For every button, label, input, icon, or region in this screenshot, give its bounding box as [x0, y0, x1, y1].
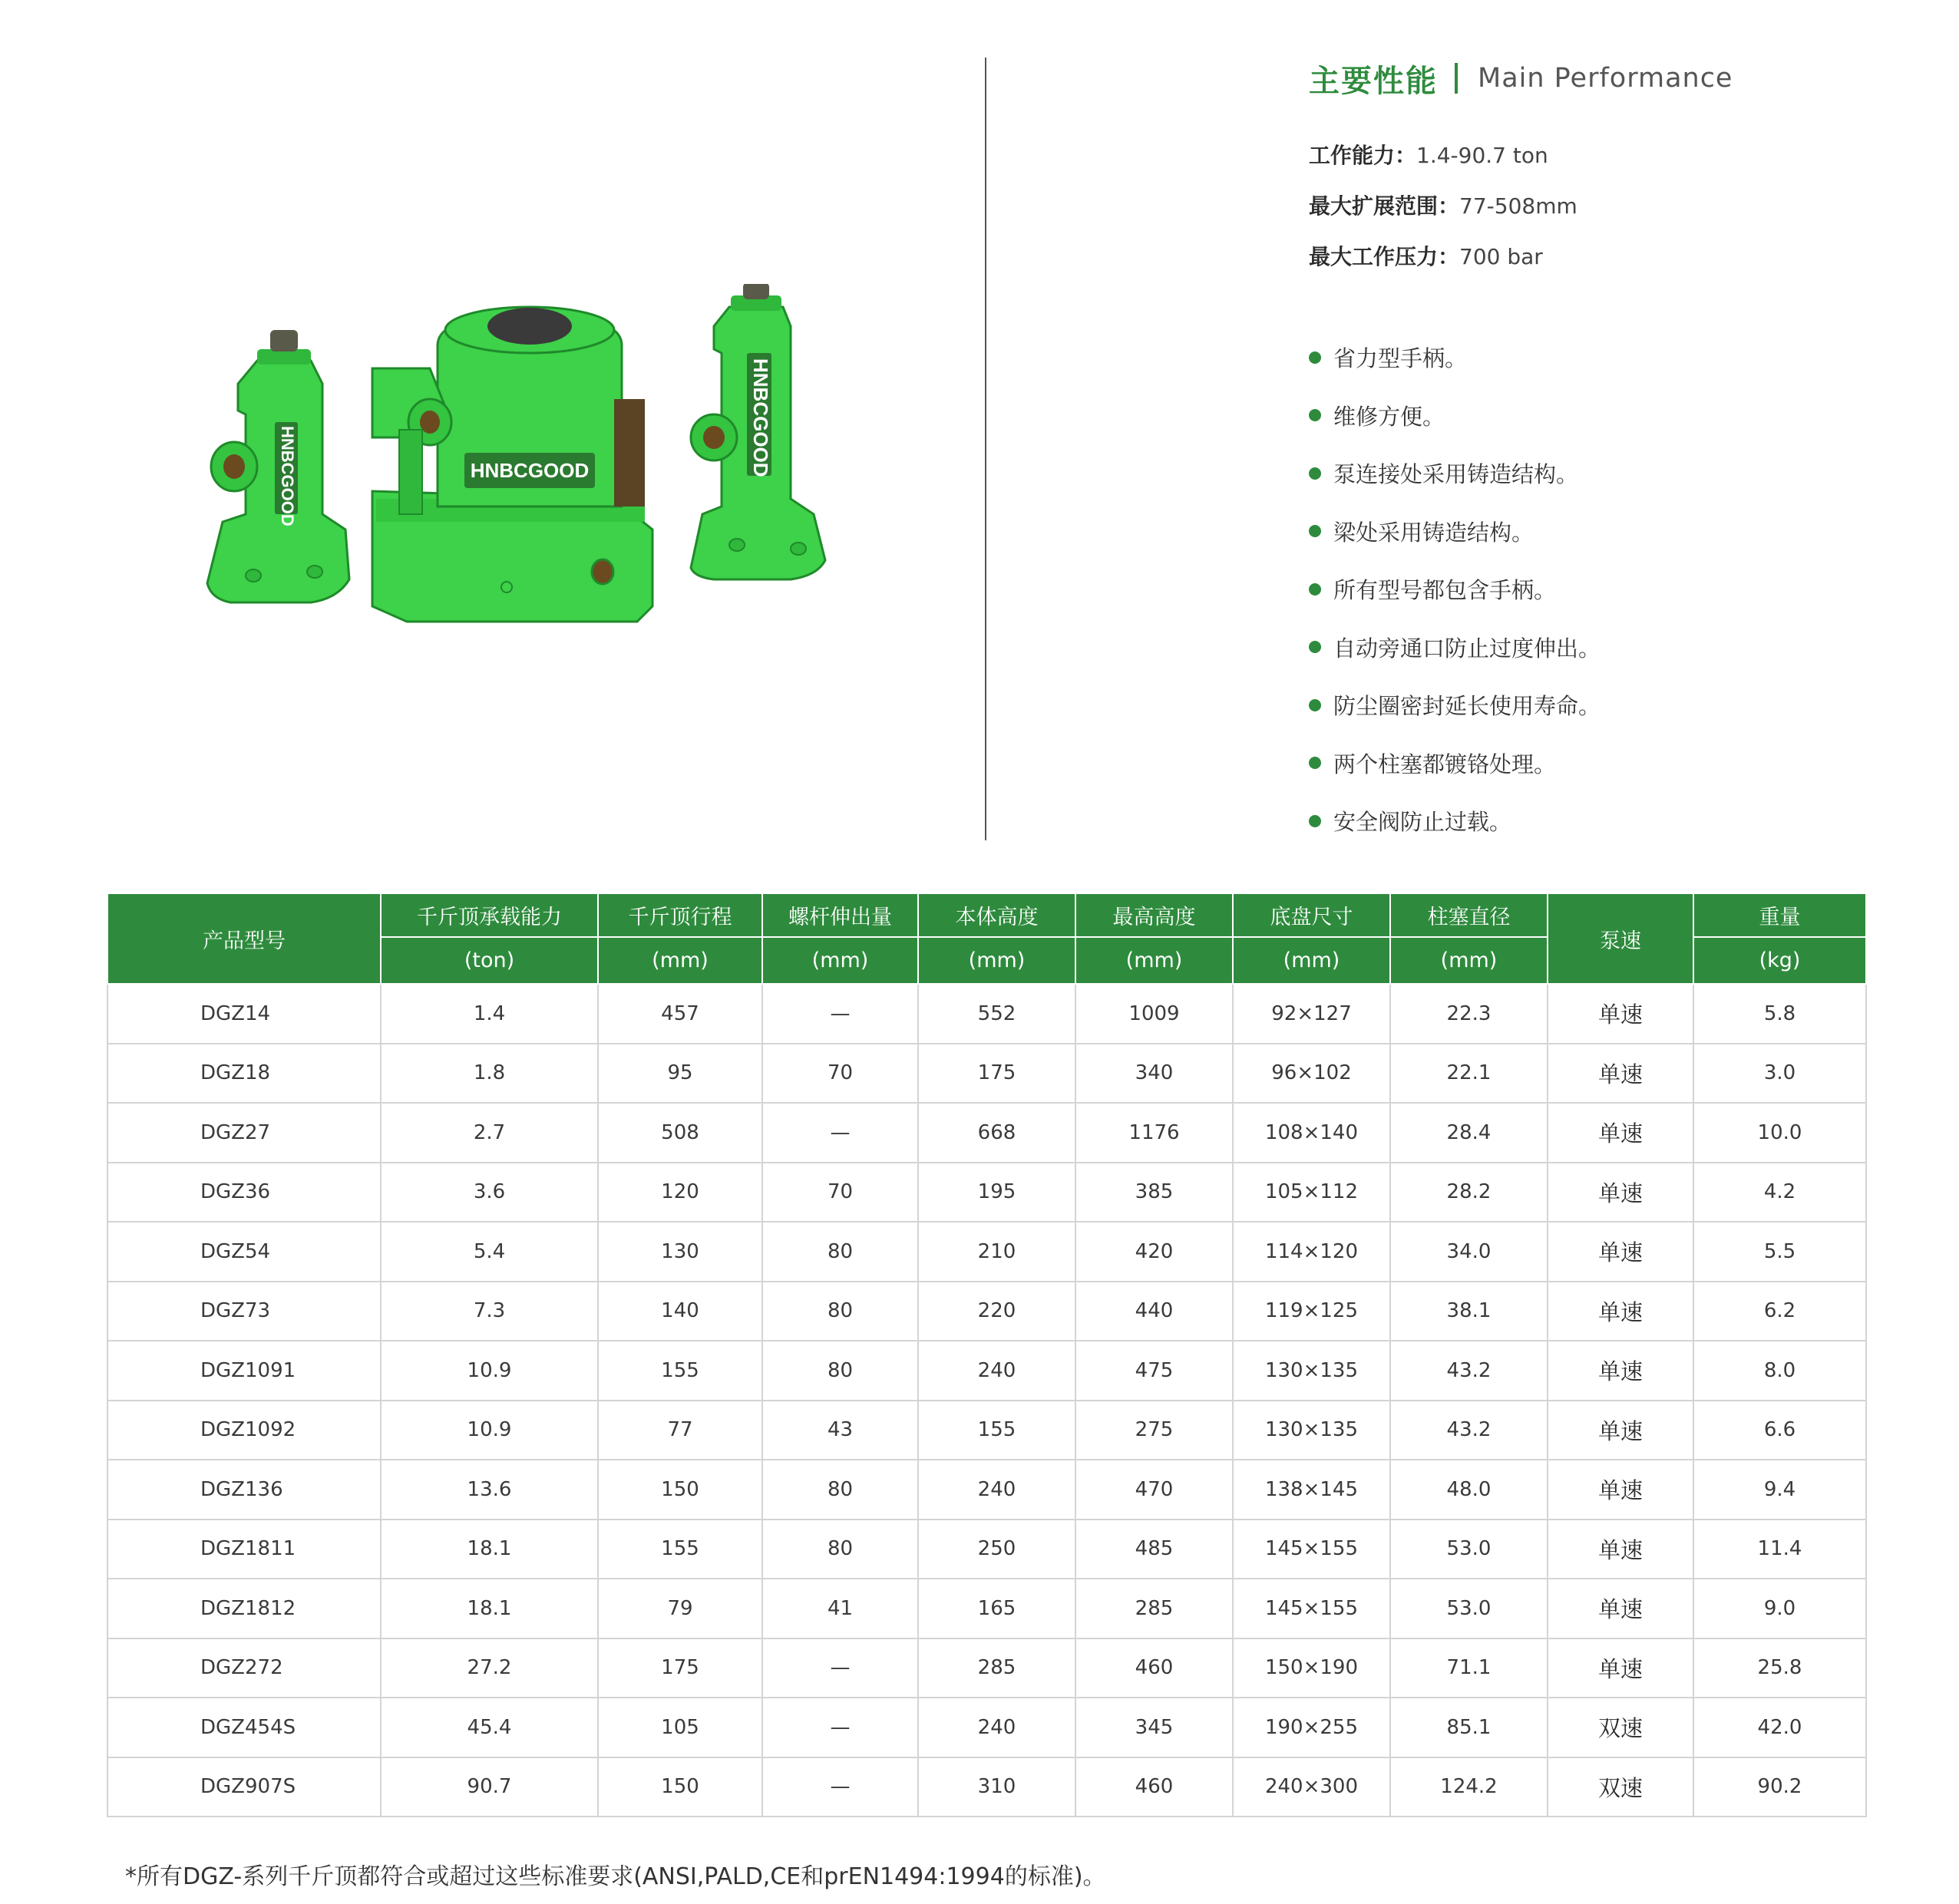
cell-stroke: 95 — [598, 1044, 762, 1104]
tall-bottle-jack — [691, 284, 825, 579]
cell-pump-speed: 双速 — [1548, 1698, 1693, 1757]
cell-capacity: 90.7 — [381, 1757, 598, 1817]
cell-max-height: 440 — [1075, 1282, 1233, 1341]
bullet-icon — [1309, 525, 1321, 537]
cell-weight: 9.0 — [1693, 1579, 1866, 1638]
cell-capacity: 1.4 — [381, 984, 598, 1044]
feature-item — [1309, 792, 1923, 850]
cell-base-size: 130×135 — [1233, 1401, 1390, 1460]
cell-screw-extension: 80 — [762, 1222, 918, 1282]
feature-text: 防尘圈密封延长使用寿命。 — [1333, 693, 1601, 720]
table-row — [107, 1698, 1866, 1757]
cell-weight: 6.2 — [1693, 1282, 1866, 1341]
cell-screw-extension: — — [762, 984, 918, 1044]
unit-capacity: (ton) — [381, 937, 598, 984]
cell-max-height: 275 — [1075, 1401, 1233, 1460]
feature-text: 泵连接处采用铸造结构。 — [1333, 461, 1579, 488]
cell-plunger-diameter: 38.1 — [1390, 1282, 1548, 1341]
spec-label: 最大工作压力： — [1309, 244, 1460, 269]
unit-max-height: (mm) — [1075, 937, 1233, 984]
cell-plunger-diameter: 124.2 — [1390, 1757, 1548, 1817]
cell-stroke: 120 — [598, 1163, 762, 1223]
cell-pump-speed: 单速 — [1548, 1163, 1693, 1223]
cell-body-height: 165 — [918, 1579, 1075, 1638]
cell-screw-extension: 80 — [762, 1460, 918, 1520]
cell-capacity: 45.4 — [381, 1698, 598, 1757]
cell-pump-speed: 单速 — [1548, 1044, 1693, 1104]
cell-screw-extension: 80 — [762, 1282, 918, 1341]
cell-screw-extension: 43 — [762, 1401, 918, 1460]
cell-max-height: 345 — [1075, 1698, 1233, 1757]
cell-stroke: 155 — [598, 1520, 762, 1579]
cell-plunger-diameter: 22.1 — [1390, 1044, 1548, 1104]
cell-body-height: 220 — [918, 1282, 1075, 1341]
cell-max-height: 1009 — [1075, 984, 1233, 1044]
cell-body-height: 240 — [918, 1698, 1075, 1757]
cell-weight: 6.6 — [1693, 1401, 1866, 1460]
feature-text: 自动旁通口防止过度伸出。 — [1333, 635, 1601, 662]
cell-max-height: 460 — [1075, 1757, 1233, 1817]
cell-plunger-diameter: 71.1 — [1390, 1638, 1548, 1698]
cell-max-height: 340 — [1075, 1044, 1233, 1104]
cell-plunger-diameter: 28.4 — [1390, 1103, 1548, 1163]
cell-weight: 11.4 — [1693, 1520, 1866, 1579]
cell-pump-speed: 单速 — [1548, 1638, 1693, 1698]
cell-pump-speed: 单速 — [1548, 1282, 1693, 1341]
cell-base-size: 145×155 — [1233, 1579, 1390, 1638]
section-title — [1309, 54, 1923, 103]
feature-text: 所有型号都包含手柄。 — [1333, 577, 1557, 604]
cell-max-height: 460 — [1075, 1638, 1233, 1698]
cell-weight: 25.8 — [1693, 1638, 1866, 1698]
unit-stroke: (mm) — [598, 937, 762, 984]
table-row — [107, 1638, 1866, 1698]
cell-max-height: 285 — [1075, 1579, 1233, 1638]
feature-item — [1309, 734, 1923, 793]
cell-screw-extension: 70 — [762, 1044, 918, 1104]
cell-max-height: 1176 — [1075, 1103, 1233, 1163]
table-row — [107, 1282, 1866, 1341]
brand-logo-text: HNBCGOOD — [749, 358, 772, 477]
small-bottle-jack — [207, 330, 349, 602]
cell-base-size: 130×135 — [1233, 1341, 1390, 1401]
cell-base-size: 105×112 — [1233, 1163, 1390, 1223]
table-row — [107, 984, 1866, 1044]
feature-list — [1309, 328, 1923, 850]
cell-plunger-diameter: 48.0 — [1390, 1460, 1548, 1520]
cell-plunger-diameter: 85.1 — [1390, 1698, 1548, 1757]
cell-body-height: 310 — [918, 1757, 1075, 1817]
cell-body-height: 175 — [918, 1044, 1075, 1104]
cell-plunger-diameter: 53.0 — [1390, 1520, 1548, 1579]
cell-model: DGZ1092 — [107, 1401, 381, 1460]
cell-max-height: 485 — [1075, 1520, 1233, 1579]
cell-stroke: 457 — [598, 984, 762, 1044]
cell-plunger-diameter: 53.0 — [1390, 1579, 1548, 1638]
cell-base-size: 145×155 — [1233, 1520, 1390, 1579]
cell-capacity: 18.1 — [381, 1579, 598, 1638]
table-row — [107, 1401, 1866, 1460]
cell-model: DGZ54 — [107, 1222, 381, 1282]
specification-table — [107, 893, 1867, 1817]
bullet-icon — [1309, 409, 1321, 421]
cell-model: DGZ1091 — [107, 1341, 381, 1401]
feature-text: 省力型手柄。 — [1333, 345, 1468, 372]
cell-stroke: 105 — [598, 1698, 762, 1757]
table-row — [107, 1163, 1866, 1223]
cell-capacity: 2.7 — [381, 1103, 598, 1163]
cell-max-height: 385 — [1075, 1163, 1233, 1223]
column-header-base-size: 底盘尺寸 — [1233, 893, 1390, 937]
column-header-weight: 重量 — [1693, 893, 1866, 937]
cell-pump-speed: 单速 — [1548, 1103, 1693, 1163]
cell-base-size: 114×120 — [1233, 1222, 1390, 1282]
feature-text: 两个柱塞都镀铬处理。 — [1333, 751, 1557, 777]
cell-stroke: 77 — [598, 1401, 762, 1460]
cell-pump-speed: 单速 — [1548, 1401, 1693, 1460]
cell-capacity: 27.2 — [381, 1638, 598, 1698]
cell-screw-extension: — — [762, 1757, 918, 1817]
feature-item — [1309, 503, 1923, 561]
cell-body-height: 285 — [918, 1638, 1075, 1698]
cell-stroke: 155 — [598, 1341, 762, 1401]
unit-plunger-diameter: (mm) — [1390, 937, 1548, 984]
cell-screw-extension: 70 — [762, 1163, 918, 1223]
cell-pump-speed: 单速 — [1548, 984, 1693, 1044]
cell-body-height: 155 — [918, 1401, 1075, 1460]
bullet-icon — [1309, 699, 1321, 711]
cell-weight: 9.4 — [1693, 1460, 1866, 1520]
feature-item — [1309, 676, 1923, 734]
cell-model: DGZ907S — [107, 1757, 381, 1817]
cell-body-height: 552 — [918, 984, 1075, 1044]
cell-base-size: 150×190 — [1233, 1638, 1390, 1698]
cell-model: DGZ1812 — [107, 1579, 381, 1638]
feature-text: 梁处采用铸造结构。 — [1333, 519, 1534, 546]
cell-body-height: 240 — [918, 1341, 1075, 1401]
table-row — [107, 1044, 1866, 1104]
cell-stroke: 140 — [598, 1282, 762, 1341]
column-header-screw-extension: 螺杆伸出量 — [762, 893, 918, 937]
spec-label: 最大扩展范围： — [1309, 193, 1460, 219]
brand-logo-text: HNBCGOOD — [278, 426, 297, 526]
feature-item — [1309, 444, 1923, 503]
unit-screw-extension: (mm) — [762, 937, 918, 984]
cell-screw-extension: 80 — [762, 1520, 918, 1579]
cell-plunger-diameter: 43.2 — [1390, 1401, 1548, 1460]
unit-base-size: (mm) — [1233, 937, 1390, 984]
column-header-stroke: 千斤顶行程 — [598, 893, 762, 937]
cell-pump-speed: 单速 — [1548, 1579, 1693, 1638]
spec-working-capacity — [1309, 137, 1923, 187]
cell-base-size: 92×127 — [1233, 984, 1390, 1044]
feature-item — [1309, 328, 1923, 387]
cell-capacity: 5.4 — [381, 1222, 598, 1282]
cell-screw-extension: — — [762, 1103, 918, 1163]
cell-capacity: 7.3 — [381, 1282, 598, 1341]
unit-body-height: (mm) — [918, 937, 1075, 984]
cell-base-size: 119×125 — [1233, 1282, 1390, 1341]
cell-screw-extension: — — [762, 1698, 918, 1757]
cell-stroke: 508 — [598, 1103, 762, 1163]
cell-model: DGZ18 — [107, 1044, 381, 1104]
bullet-icon — [1309, 641, 1321, 653]
cell-plunger-diameter: 34.0 — [1390, 1222, 1548, 1282]
section-title-cn: 主要性能 — [1309, 63, 1438, 99]
cell-weight: 3.0 — [1693, 1044, 1866, 1104]
feature-item — [1309, 560, 1923, 619]
table-header-row — [107, 893, 1866, 937]
title-separator — [1455, 63, 1458, 94]
cell-stroke: 79 — [598, 1579, 762, 1638]
cell-max-height: 420 — [1075, 1222, 1233, 1282]
cell-model: DGZ36 — [107, 1163, 381, 1223]
unit-weight: (kg) — [1693, 937, 1866, 984]
spec-list — [1309, 137, 1923, 289]
cell-pump-speed: 单速 — [1548, 1222, 1693, 1282]
cell-base-size: 108×140 — [1233, 1103, 1390, 1163]
cell-stroke: 150 — [598, 1757, 762, 1817]
section-title-en: Main Performance — [1478, 63, 1733, 94]
cell-body-height: 210 — [918, 1222, 1075, 1282]
cell-weight: 4.2 — [1693, 1163, 1866, 1223]
table-row — [107, 1579, 1866, 1638]
cell-weight: 5.5 — [1693, 1222, 1866, 1282]
table-row — [107, 1222, 1866, 1282]
vertical-divider — [985, 58, 986, 840]
cell-model: DGZ73 — [107, 1282, 381, 1341]
column-header-max-height: 最高高度 — [1075, 893, 1233, 937]
cell-body-height: 250 — [918, 1520, 1075, 1579]
cell-stroke: 150 — [598, 1460, 762, 1520]
cell-screw-extension: 80 — [762, 1341, 918, 1401]
cell-plunger-diameter: 22.3 — [1390, 984, 1548, 1044]
cell-weight: 5.8 — [1693, 984, 1866, 1044]
feature-item — [1309, 387, 1923, 445]
cell-weight: 10.0 — [1693, 1103, 1866, 1163]
cell-model: DGZ136 — [107, 1460, 381, 1520]
feature-item — [1309, 619, 1923, 677]
feature-text: 维修方便。 — [1333, 403, 1445, 430]
cell-body-height: 195 — [918, 1163, 1075, 1223]
cell-weight: 42.0 — [1693, 1698, 1866, 1757]
spec-value: 77-508mm — [1459, 193, 1577, 219]
footnote: *所有DGZ-系列千斤顶都符合或超过这些标准要求(ANSI,PALD,CE和prEN1494:1994的标准)。 — [125, 1863, 1106, 1890]
cell-pump-speed: 单速 — [1548, 1520, 1693, 1579]
cell-capacity: 3.6 — [381, 1163, 598, 1223]
cell-screw-extension: — — [762, 1638, 918, 1698]
table-row — [107, 1341, 1866, 1401]
cell-model: DGZ14 — [107, 984, 381, 1044]
cell-model: DGZ27 — [107, 1103, 381, 1163]
table-row — [107, 1460, 1866, 1520]
cell-max-height: 470 — [1075, 1460, 1233, 1520]
bullet-icon — [1309, 583, 1321, 596]
feature-text: 安全阀防止过载。 — [1333, 809, 1512, 836]
bullet-icon — [1309, 757, 1321, 769]
product-image — [184, 284, 860, 629]
cell-capacity: 10.9 — [381, 1341, 598, 1401]
cell-pump-speed: 单速 — [1548, 1341, 1693, 1401]
bullet-icon — [1309, 467, 1321, 480]
column-header-model: 产品型号 — [107, 893, 381, 984]
cell-capacity: 18.1 — [381, 1520, 598, 1579]
brand-logo-text: HNBCGOOD — [470, 459, 590, 482]
cell-pump-speed: 单速 — [1548, 1460, 1693, 1520]
table-row — [107, 1757, 1866, 1817]
cell-stroke: 130 — [598, 1222, 762, 1282]
bullet-icon — [1309, 351, 1321, 364]
cell-base-size: 240×300 — [1233, 1757, 1390, 1817]
cell-weight: 8.0 — [1693, 1341, 1866, 1401]
cell-weight: 90.2 — [1693, 1757, 1866, 1817]
spec-value: 1.4-90.7 ton — [1416, 143, 1548, 168]
low-profile-jack — [372, 307, 652, 622]
table-row — [107, 1103, 1866, 1163]
cell-capacity: 10.9 — [381, 1401, 598, 1460]
cell-plunger-diameter: 43.2 — [1390, 1341, 1548, 1401]
cell-model: DGZ1811 — [107, 1520, 381, 1579]
cell-base-size: 138×145 — [1233, 1460, 1390, 1520]
cell-base-size: 190×255 — [1233, 1698, 1390, 1757]
spec-label: 工作能力： — [1309, 143, 1417, 168]
cell-screw-extension: 41 — [762, 1579, 918, 1638]
cell-body-height: 240 — [918, 1460, 1075, 1520]
cell-plunger-diameter: 28.2 — [1390, 1163, 1548, 1223]
column-header-plunger-diameter: 柱塞直径 — [1390, 893, 1548, 937]
bullet-icon — [1309, 815, 1321, 827]
spec-value: 700 bar — [1459, 244, 1543, 269]
main-performance-section — [1309, 54, 1923, 850]
cell-model: DGZ454S — [107, 1698, 381, 1757]
column-header-capacity: 千斤顶承载能力 — [381, 893, 598, 937]
column-header-body-height: 本体高度 — [918, 893, 1075, 937]
table-row — [107, 1520, 1866, 1579]
cell-pump-speed: 双速 — [1548, 1757, 1693, 1817]
spec-max-extension — [1309, 187, 1923, 238]
table-body — [107, 984, 1866, 1817]
cell-base-size: 96×102 — [1233, 1044, 1390, 1104]
column-header-pump-speed: 泵速 — [1548, 893, 1693, 984]
cell-stroke: 175 — [598, 1638, 762, 1698]
cell-max-height: 475 — [1075, 1341, 1233, 1401]
spec-max-pressure — [1309, 238, 1923, 289]
cell-capacity: 13.6 — [381, 1460, 598, 1520]
cell-capacity: 1.8 — [381, 1044, 598, 1104]
cell-body-height: 668 — [918, 1103, 1075, 1163]
cell-model: DGZ272 — [107, 1638, 381, 1698]
